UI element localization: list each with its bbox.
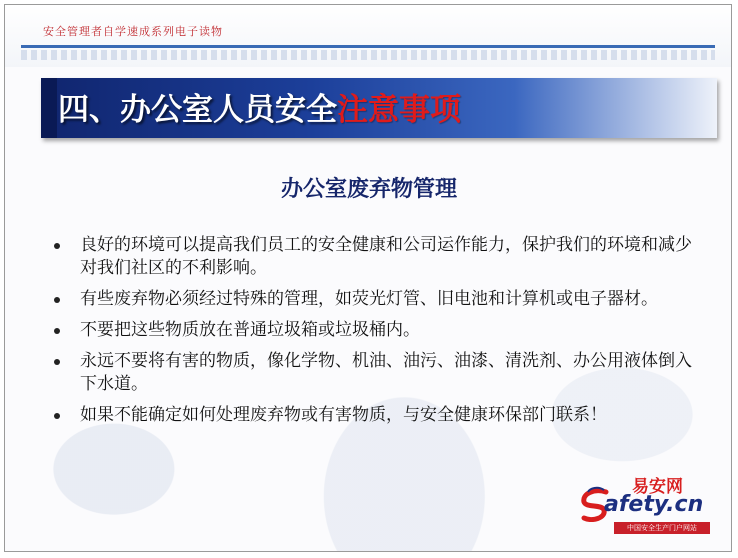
bullet-dot-icon [54,243,60,249]
logo-tagline: 中国安全生产门户网站 [614,522,710,534]
logo-cn-text: 易安网 [632,477,683,497]
header-pattern [21,50,715,60]
bullet-item [50,288,700,311]
header-rule [21,45,715,48]
slide-title-accent: 注意事项 [337,92,461,128]
series-label: 安全管理者自学速成系列电子读物 [43,25,223,38]
bullet-text: 良好的环境可以提高我们员工的安全健康和公司运作能力，保护我们的环境和减少对我们社区的不利影响。 [80,235,692,278]
bullet-dot-icon [54,359,60,365]
header-bar [5,5,731,67]
site-logo [580,472,716,540]
bullet-list [50,234,700,435]
section-subtitle: 办公室废弃物管理 [280,177,457,202]
bullet-text: 永远不要将有害的物质，像化学物、机油、油污、油漆、清洗剂、办公用液体倒入下水道。 [80,351,692,394]
bullet-text: 不要把这些物质放在普通垃圾箱或垃圾桶内。 [80,320,420,340]
slide-title [58,84,461,129]
bullet-dot-icon [54,413,60,419]
bullet-item [50,404,700,427]
bullet-item [50,234,700,280]
logo-en-text: afety.cn [604,492,704,517]
slide-title-main: 四、办公室人员安全 [58,92,337,128]
bullet-item [50,319,700,342]
bullet-item [50,350,700,396]
bullet-text: 有些废弃物必须经过特殊的管理，如荧光灯管、旧电池和计算机或电子器材。 [80,289,658,309]
bullet-text: 如果不能确定如何处理废弃物或有害物质，与安全健康环保部门联系！ [80,405,607,425]
bullet-dot-icon [54,297,60,303]
bullet-dot-icon [54,328,60,334]
